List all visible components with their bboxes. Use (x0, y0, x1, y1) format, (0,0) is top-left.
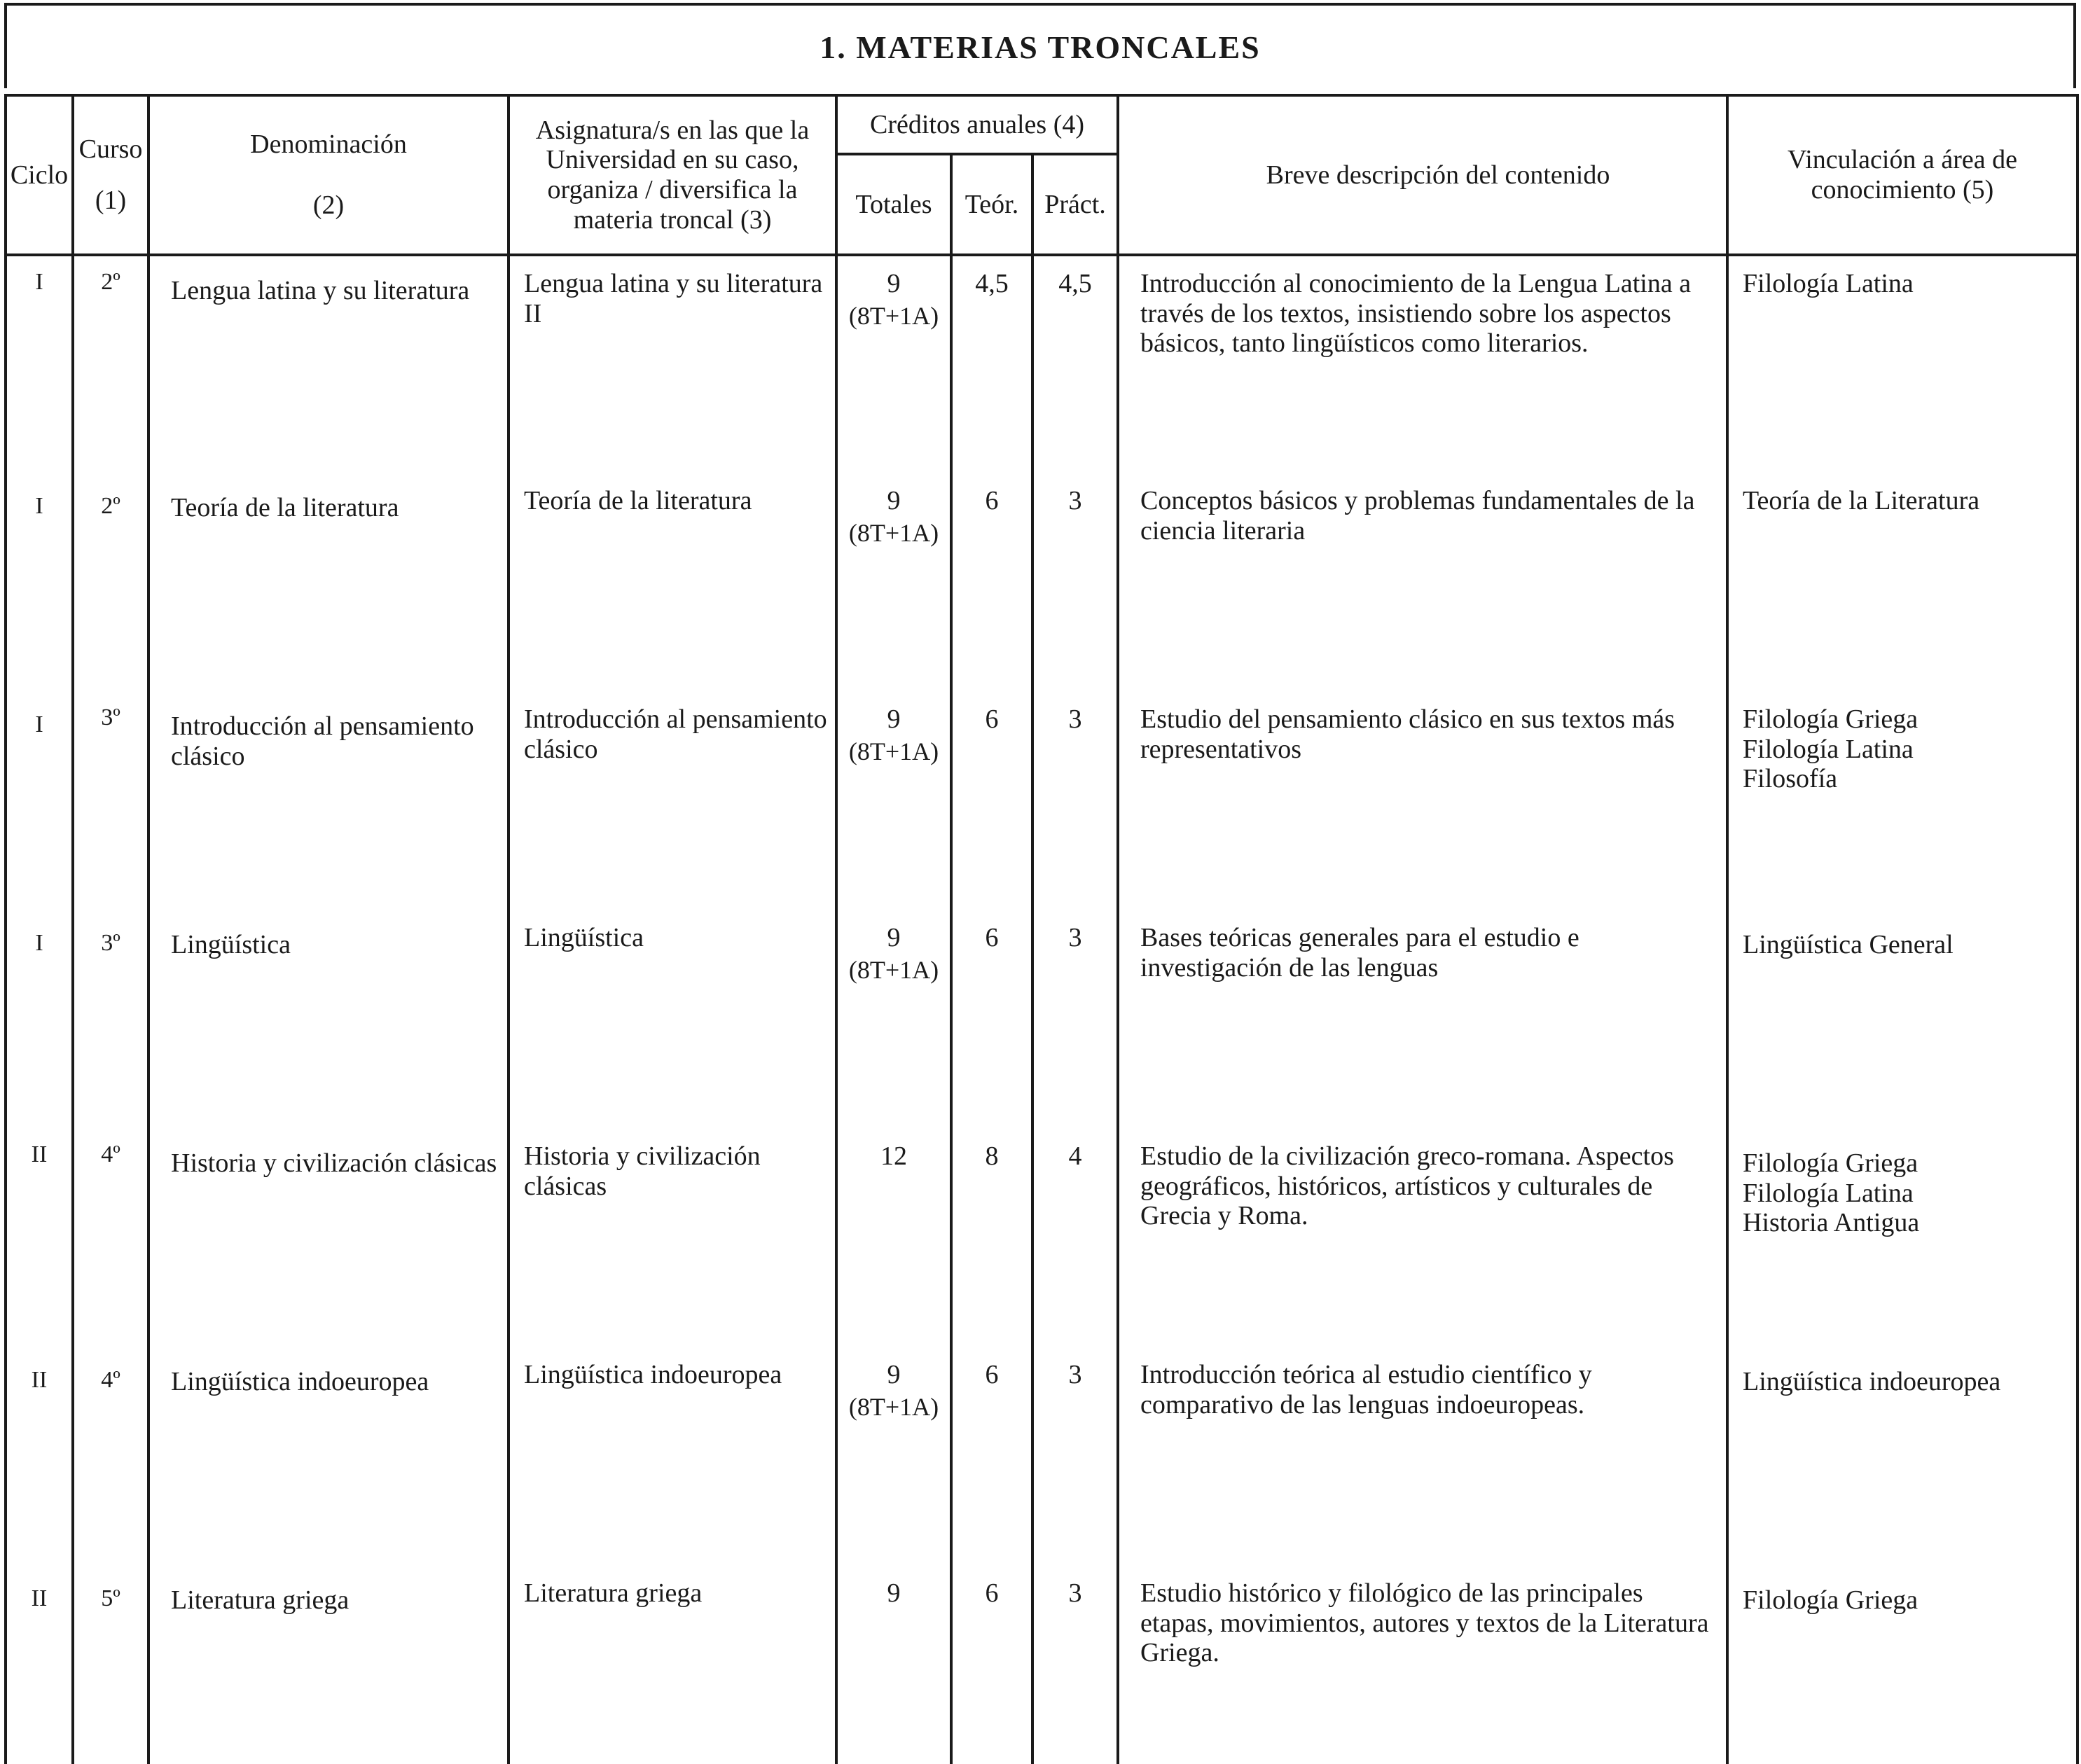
header-ciclo-label: Ciclo (10, 160, 69, 190)
cell-teor: 6 (951, 692, 1032, 910)
totales-sub: (8T+1A) (848, 301, 939, 330)
totales-value: 12 (880, 1141, 907, 1171)
header-totales-label: Totales (855, 189, 932, 219)
cell-vinculacion (1727, 1566, 2077, 1764)
cell-asignatura: Lingüística (509, 910, 836, 1129)
curso-text: 5º (101, 1585, 120, 1611)
cell-ciclo (6, 1566, 73, 1764)
denominacion-text: Lingüística indoeuropea (171, 1367, 429, 1396)
header-curso-note: (1) (95, 186, 127, 215)
totales-sub: (8T+1A) (848, 1392, 939, 1421)
denominacion-text: Literatura griega (171, 1585, 350, 1615)
header-vinculacion (1727, 95, 2077, 255)
cell-vinculacion: Teoría de la Literatura (1727, 473, 2077, 692)
cell-asignatura: Introducción al pensamiento clásico (509, 692, 836, 910)
cell-ciclo: II (6, 1129, 73, 1347)
header-descripcion (1118, 95, 1727, 255)
cell-teor: 8 (951, 1129, 1032, 1347)
cell-denominacion (148, 473, 509, 692)
cell-teor: 4,5 (951, 255, 1032, 473)
ciclo-text: I (35, 711, 43, 737)
totales-value: 9 (887, 1578, 901, 1608)
cell-curso (73, 910, 148, 1129)
cell-descripcion: Conceptos básicos y problemas fundamentales de la ciencia literaria (1118, 473, 1727, 692)
cell-asignatura: Lengua latina y su literatura II (509, 255, 836, 473)
cell-pract: 3 (1032, 1566, 1118, 1764)
denominacion-text: Lengua latina y su literatura (171, 276, 470, 305)
table-row (6, 910, 2077, 1129)
cell-totales (836, 910, 951, 1129)
header-creditos (836, 95, 1118, 154)
cell-curso: 2º (73, 255, 148, 473)
header-curso-label: Curso (78, 134, 143, 165)
totales-sub: (8T+1A) (848, 518, 939, 547)
header-ciclo (6, 95, 73, 255)
cell-denominacion (148, 1129, 509, 1347)
header-teor-label: Teór. (965, 189, 1019, 219)
cell-descripcion: Estudio del pensamiento clásico en sus textos más representativos (1118, 692, 1727, 910)
cell-totales (836, 1347, 951, 1566)
totales-value: 9 (887, 269, 901, 298)
totales-value: 9 (887, 486, 901, 515)
totales-sub: (8T+1A) (848, 955, 939, 984)
table-header (6, 95, 2077, 255)
vinculacion-text: Filología Griega Filología Latina Historia Antigua (1743, 1148, 1920, 1238)
ciclo-text: I (35, 930, 43, 956)
header-denominacion-note: (2) (312, 190, 345, 220)
materias-troncales-table (4, 94, 2079, 1764)
cell-vinculacion: Filología Griega Filología Latina Filosofía (1727, 692, 2077, 910)
header-vinculacion-label: Vinculación a área de conocimiento (5) (1788, 145, 2017, 204)
section-title: 1. MATERIAS TRONCALES (4, 3, 2076, 88)
cell-vinculacion (1727, 1129, 2077, 1347)
cell-pract: 3 (1032, 692, 1118, 910)
cell-descripcion: Introducción al conocimiento de la Lengua Latina a través de los textos, insistiendo sobre los aspectos básicos, tanto lingüísticos como literarios. (1118, 255, 1727, 473)
cell-totales (836, 1566, 951, 1764)
totales-value: 9 (887, 923, 901, 952)
curso-text: 4º (101, 1367, 120, 1393)
header-denominacion-label: Denominación (250, 130, 407, 160)
cell-asignatura: Literatura griega (509, 1566, 836, 1764)
cell-descripcion: Estudio histórico y filológico de las principales etapas, movimientos, autores y textos de la Literatura Griega. (1118, 1566, 1727, 1764)
header-descripcion-label: Breve descripción del contenido (1266, 160, 1610, 190)
cell-denominacion (148, 255, 509, 473)
table-row (6, 692, 2077, 910)
cell-pract: 3 (1032, 910, 1118, 1129)
curso-text: 2º (101, 493, 120, 519)
cell-ciclo (6, 473, 73, 692)
cell-denominacion (148, 1566, 509, 1764)
cell-ciclo (6, 1347, 73, 1566)
header-teor (951, 154, 1032, 255)
vinculacion-text: Filología Griega (1743, 1585, 1918, 1615)
denominacion-text: Introducción al pensamiento clásico (171, 711, 474, 771)
cell-teor: 6 (951, 1347, 1032, 1566)
denominacion-text: Teoría de la literatura (171, 493, 399, 522)
cell-ciclo (6, 910, 73, 1129)
cell-vinculacion: Filología Latina (1727, 255, 2077, 473)
cell-ciclo: I (6, 255, 73, 473)
header-pract-label: Práct. (1044, 189, 1106, 219)
table-row (6, 1566, 2077, 1764)
cell-denominacion (148, 1347, 509, 1566)
cell-ciclo (6, 692, 73, 910)
cell-vinculacion (1727, 1347, 2077, 1566)
cell-denominacion (148, 910, 509, 1129)
totales-value: 9 (887, 1360, 901, 1389)
header-curso (73, 95, 148, 255)
cell-denominacion (148, 692, 509, 910)
header-totales (836, 154, 951, 255)
curso-text: 3º (101, 930, 120, 956)
cell-asignatura: Teoría de la literatura (509, 473, 836, 692)
cell-pract: 3 (1032, 1347, 1118, 1566)
totales-sub: (8T+1A) (848, 737, 939, 765)
cell-curso (73, 473, 148, 692)
vinculacion-text: Lingüística indoeuropea (1743, 1367, 2001, 1396)
table-row (6, 1347, 2077, 1566)
cell-teor: 6 (951, 910, 1032, 1129)
vinculacion-text: Lingüística General (1743, 930, 1954, 959)
cell-curso: 4º (73, 1129, 148, 1347)
cell-asignatura: Lingüística indoeuropea (509, 1347, 836, 1566)
header-denominacion (148, 95, 509, 255)
cell-descripcion: Bases teóricas generales para el estudio e investigación de las lenguas (1118, 910, 1727, 1129)
cell-descripcion: Introducción teórica al estudio científico y comparativo de las lenguas indoeuropeas. (1118, 1347, 1727, 1566)
cell-descripcion: Estudio de la civilización greco-romana. Aspectos geográficos, históricos, artísticos y culturales de Grecia y Roma. (1118, 1129, 1727, 1347)
cell-teor: 6 (951, 473, 1032, 692)
cell-totales (836, 255, 951, 473)
cell-totales (836, 1129, 951, 1347)
header-creditos-label: Créditos anuales (4) (869, 109, 1085, 139)
cell-pract: 3 (1032, 473, 1118, 692)
ciclo-text: II (31, 1585, 48, 1611)
cell-asignatura: Historia y civilización clásicas (509, 1129, 836, 1347)
ciclo-text: II (31, 1367, 48, 1393)
table-row (6, 1129, 2077, 1347)
cell-pract: 4 (1032, 1129, 1118, 1347)
cell-teor: 6 (951, 1566, 1032, 1764)
cell-pract: 4,5 (1032, 255, 1118, 473)
table-body (6, 255, 2077, 1764)
ciclo-text: I (35, 493, 43, 519)
cell-totales (836, 692, 951, 910)
header-asignatura (509, 95, 836, 255)
header-pract (1032, 154, 1118, 255)
document-page (4, 3, 2076, 1668)
cell-curso: 3º (73, 692, 148, 910)
cell-curso (73, 1566, 148, 1764)
totales-value: 9 (887, 704, 901, 734)
denominacion-text: Lingüística (171, 930, 291, 959)
table-row (6, 255, 2077, 473)
cell-totales (836, 473, 951, 692)
cell-curso (73, 1347, 148, 1566)
denominacion-text: Historia y civilización clásicas (171, 1148, 497, 1178)
table-row (6, 473, 2077, 692)
header-asignatura-label: Asignatura/s en las que la Universidad en su caso, organiza / diversifica la materia troncal (3) (535, 115, 810, 235)
cell-vinculacion (1727, 910, 2077, 1129)
